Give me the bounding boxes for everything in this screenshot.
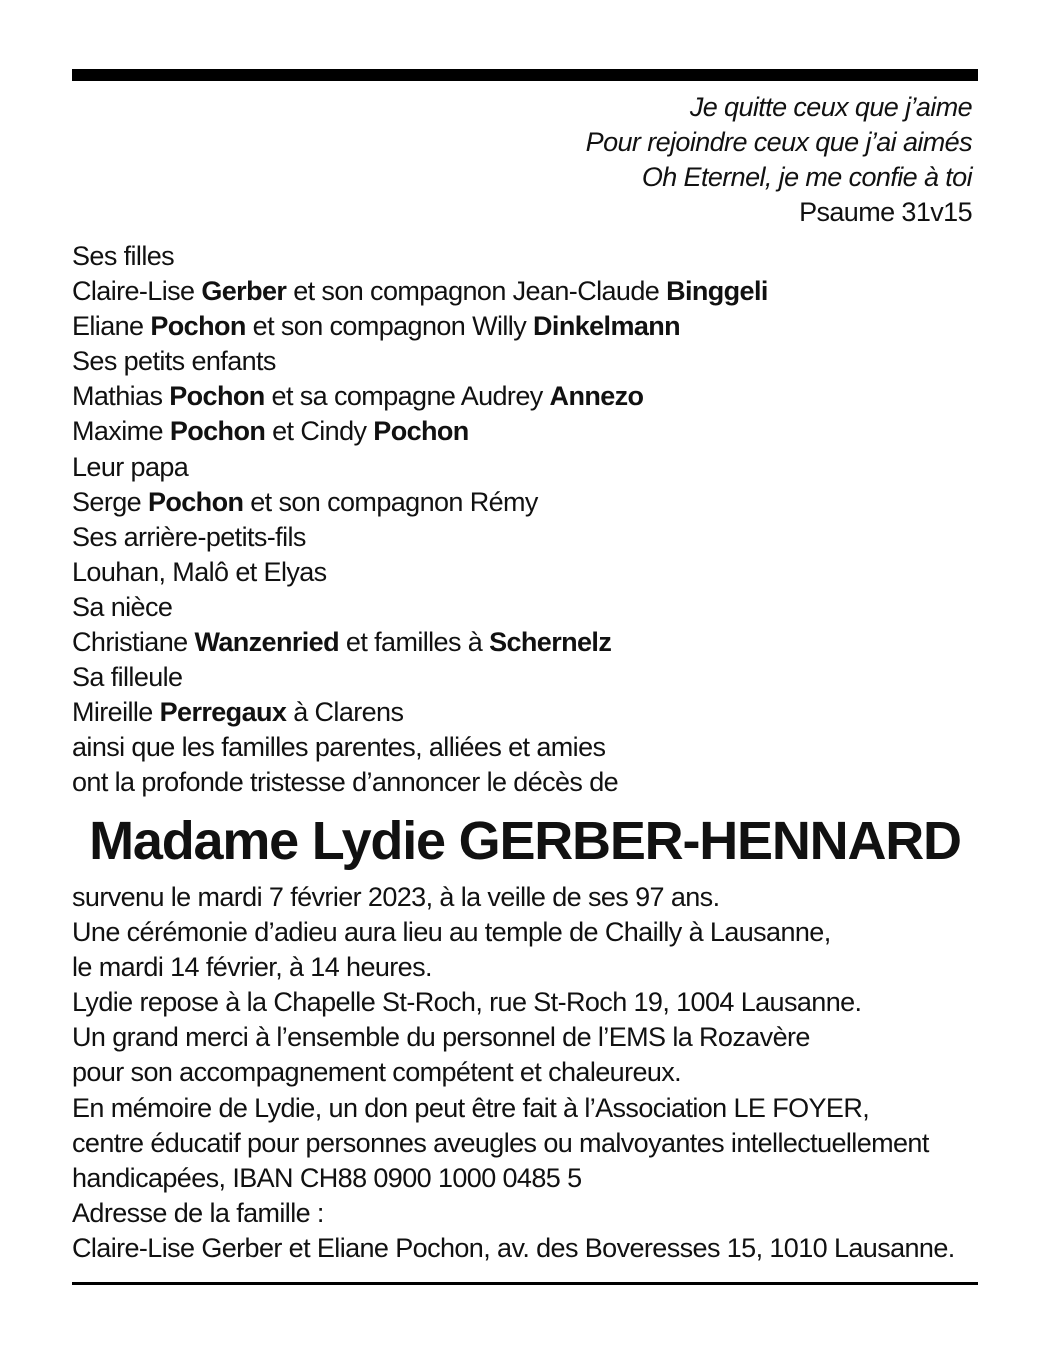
- family-member: [72, 485, 768, 520]
- relation-heading: Sa nièce: [72, 591, 173, 622]
- relation-heading: Sa filleule: [72, 662, 183, 693]
- place-name: Schernelz: [489, 627, 612, 658]
- surname: Perregaux: [159, 697, 287, 728]
- detail-line: En mémoire de Lydie, un don peut être fait à l’Association LE FOYER,: [72, 1092, 870, 1123]
- connector-text: à Clarens: [286, 697, 404, 728]
- given-name: Claire-Lise: [72, 276, 202, 307]
- surname: Gerber: [201, 276, 287, 307]
- verse-block: [586, 90, 972, 230]
- surname: Pochon: [169, 416, 266, 447]
- connector-text: et familles à: [339, 627, 490, 658]
- detail-line: pour son accompagnement compétent et chaleureux.: [72, 1057, 682, 1088]
- verse-line: Pour rejoindre ceux que j’ai aimés: [585, 127, 972, 157]
- deceased-name: Madame Lydie GERBER-HENNARD: [89, 811, 961, 871]
- family-member: [72, 695, 768, 730]
- family-member: [72, 625, 768, 660]
- surname: Binggeli: [666, 276, 768, 307]
- detail-line: Lydie repose à la Chapelle St-Roch, rue St-Roch 19, 1004 Lausanne.: [72, 987, 862, 1018]
- family-member: [72, 274, 768, 309]
- detail-line: Claire-Lise Gerber et Eliane Pochon, av. des Boveresses 15, 1010 Lausanne.: [72, 1232, 955, 1263]
- family-member: [72, 309, 768, 344]
- relation-heading: Ses arrière-petits-fils: [72, 521, 306, 552]
- detail-line: centre éducatif pour personnes aveugles ou malvoyantes intellectuellement: [72, 1127, 929, 1158]
- given-name: Mathias: [72, 381, 170, 412]
- given-name: Eliane: [72, 311, 151, 342]
- detail-line: Une cérémonie d’adieu aura lieu au temple de Chailly à Lausanne,: [72, 917, 831, 948]
- connector-text: et son compagnon Jean-Claude: [286, 276, 667, 307]
- relation-heading: Leur papa: [72, 451, 189, 482]
- connector-text: et son compagnon Rémy: [243, 486, 538, 517]
- given-name: Maxime: [72, 416, 170, 447]
- detail-line: handicapées, IBAN CH88 0900 1000 0485 5: [72, 1162, 582, 1193]
- surname: Pochon: [373, 416, 469, 447]
- given-name: Mireille: [72, 697, 160, 728]
- family-member: [72, 379, 768, 414]
- family-list: [72, 239, 768, 801]
- relation-heading: Ses petits enfants: [72, 346, 276, 377]
- connector-text: et Cindy: [265, 416, 374, 447]
- detail-line: Adresse de la famille :: [72, 1197, 324, 1228]
- surname: Pochon: [169, 381, 265, 412]
- verse-line: Oh Eternel, je me confie à toi: [641, 162, 972, 192]
- family-member: [72, 414, 768, 449]
- connector-text: et son compagnon Willy: [245, 311, 534, 342]
- detail-line: le mardi 14 février, à 14 heures.: [72, 952, 432, 983]
- surname: Wanzenried: [194, 627, 339, 658]
- announcement-line: ont la profonde tristesse d’annoncer le décès de: [72, 767, 619, 798]
- surname: Pochon: [150, 311, 246, 342]
- verse-line: Je quitte ceux que j’aime: [689, 92, 972, 122]
- detail-line: survenu le mardi 7 février 2023, à la veille de ses 97 ans.: [72, 882, 720, 912]
- relation-heading: Ses filles: [72, 241, 175, 271]
- connector-text: et sa compagne Audrey: [264, 381, 550, 412]
- top-rule: [72, 69, 978, 81]
- detail-line: Un grand merci à l’ensemble du personnel de l’EMS la Rozavère: [72, 1022, 810, 1053]
- verse-reference: Psaume 31v15: [799, 197, 972, 227]
- given-name: Christiane: [72, 627, 195, 658]
- surname: Annezo: [549, 381, 644, 412]
- bottom-rule: [72, 1282, 978, 1285]
- surname: Pochon: [147, 486, 244, 517]
- family-member: Louhan, Malô et Elyas: [72, 556, 327, 587]
- closing-line: ainsi que les familles parentes, alliées et amies: [72, 732, 606, 763]
- surname: Dinkelmann: [533, 311, 681, 342]
- given-name: Serge: [72, 486, 148, 517]
- details-block: [72, 880, 955, 1266]
